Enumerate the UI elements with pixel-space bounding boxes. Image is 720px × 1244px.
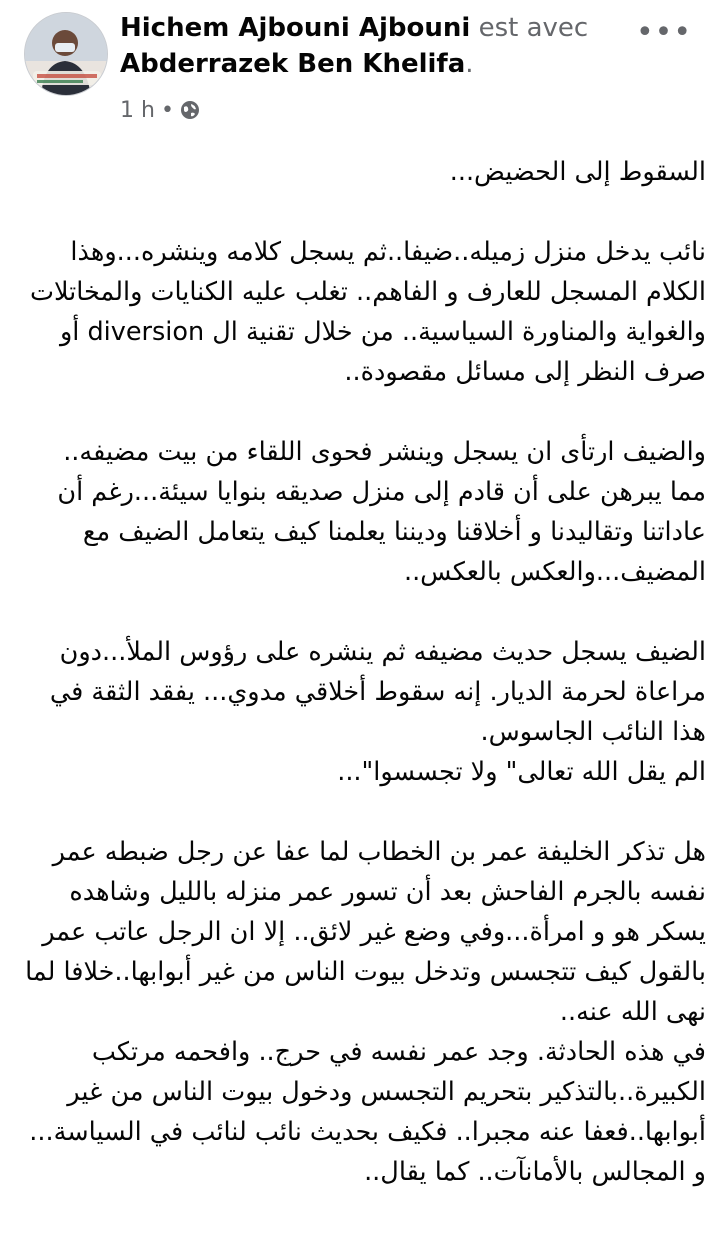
paragraph-gap <box>20 592 706 632</box>
author-name[interactable]: Hichem Ajbouni Ajbouni <box>120 13 471 43</box>
post-header <box>0 0 720 130</box>
post-paragraph-3: والضيف ارتأى ان يسجل وينشر فحوى اللقاء من بيت مضيفه.. مما يبرهن على أن قادم إلى منزل صديقه بنوايا سيئة...رغم أن عاداتنا وتقاليدنا و أخلاقنا وديننا يعلمنا كيف يتعامل الضيف مع المضيف...والعكس بالعكس.. <box>57 437 706 587</box>
with-text: est avec <box>478 13 589 43</box>
tagged-user[interactable]: Abderrazek Ben Khelifa <box>120 49 466 79</box>
post-paragraph-4: الضيف يسجل حديث مضيفه ثم ينشره على رؤوس الملأ...دون مراعاة لحرمة الديار. إنه سقوط أخلاقي مدوي... يفقد الثقة في هذا النائب الجاسوس. الم يقل الله تعالى" ولا تجسسوا"... <box>49 637 706 787</box>
ellipsis-icon: ••• <box>635 14 693 50</box>
post-title <box>120 10 640 82</box>
globe-icon[interactable] <box>180 100 200 120</box>
author-avatar[interactable] <box>24 12 108 96</box>
post-paragraph-5: هل تذكر الخليفة عمر بن الخطاب لما عفا عن رجل ضبطه عمر نفسه بالجرم الفاحش بعد أن تسور عمر منزله بالليل وشاهده يسكر هو و امرأة...وفي وضع غير لائق.. إلا ان الرجل عاتب عمر بالقول كيف تتجسس وتدخل بيوت الناس من غير أبوابها..خلافا لما نهى الله عنه.. في هذه الحادثة. وجد عمر نفسه في حرج.. وافحمه مرتكب الكبيرة..بالتذكير بتحريم التجسس ودخول بيوت الناس من غير أبوابها..فعفا عنه مجبرا.. فكيف بحديث نائب لنائب في السياسة... و المجالس بالأمانآت.. كما يقال.. <box>25 837 706 1187</box>
post-body <box>20 152 706 1192</box>
post-time[interactable]: 1 h <box>120 97 155 123</box>
paragraph-gap <box>20 392 706 432</box>
avatar-photo <box>25 13 108 96</box>
meta-separator: • <box>160 97 174 123</box>
post-meta <box>120 94 200 126</box>
paragraph-gap <box>20 792 706 832</box>
post-paragraph-1: السقوط إلى الحضيض... <box>449 157 706 187</box>
more-options-button[interactable] <box>635 14 693 50</box>
title-period: . <box>465 49 474 79</box>
paragraph-gap <box>20 192 706 232</box>
post-paragraph-2: نائب يدخل منزل زميله..ضيفا..ثم يسجل كلامه وينشره...وهذا الكلام المسجل للعارف و الفاهم.. تغلب عليه الكنايات والمخاتلات والغواية والمناورة السياسية.. من خلال تقنية ال diversion أو صرف النظر إلى مسائل مقصودة.. <box>29 237 706 387</box>
